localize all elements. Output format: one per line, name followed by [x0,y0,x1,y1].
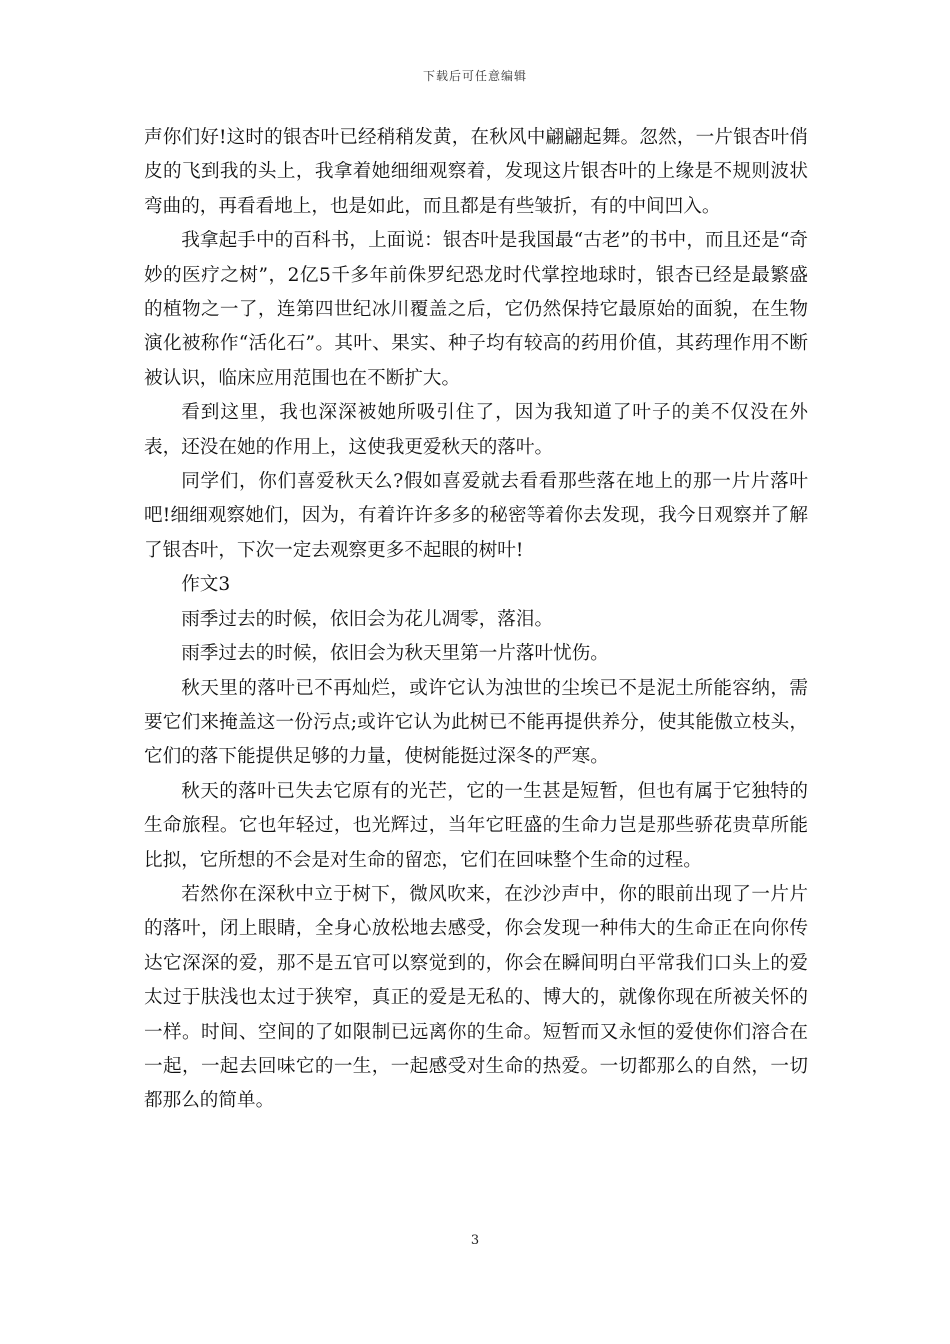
paragraph-7: 秋天里的落叶已不再灿烂，或许它认为浊世的尘埃已不是泥土所能容纳，需要它们来掩盖这一份污点;或许它认为此树已不能再提供养分，使其能傲立枝头，它们的落下能提供足够的力量，使树能挺过深冬的严寒。 [144,677,808,768]
paragraph-4: 同学们，你们喜爱秋天么?假如喜爱就去看看那些落在地上的那一片片落叶吧!细细观察她们，因为，有着许许多多的秘密等着你去发现，我今日观察并了解了银杏叶，下次一定去观察更多不起眼的树叶! [144,471,808,561]
paragraph-8: 秋天的落叶已失去它原有的光芒，它的一生甚是短暂，但也有属于它独特的生命旅程。它也年轻过，也光辉过，当年它旺盛的生命力岂是那些骄花贵草所能比拟，它所想的不会是对生命的留恋，它们在回味整个生命的过程。 [144,780,808,871]
page-header: 下载后可任意编辑 [422,69,527,83]
section-heading: 作文3 [181,574,231,596]
page-number: 3 [470,1233,480,1248]
paragraph-6: 雨季过去的时候，依旧会为秋天里第一片落叶忧伤。 [181,643,609,665]
paragraph-1: 声你们好!这时的银杏叶已经稍稍发黄，在秋风中翩翩起舞。忽然，一片银杏叶俏皮的飞到我的头上，我拿着她细细观察着，发现这片银杏叶的上缘是不规则波状弯曲的，再看看地上，也是如此，而且都是有些皱折，有的中间凹入。 [144,127,808,217]
document-body [144,121,808,1119]
paragraph-5: 雨季过去的时候，依旧会为花儿凋零，落泪。 [181,608,554,630]
paragraph-3: 看到这里，我也深深被她所吸引住了，因为我知道了叶子的美不仅没在外表，还没在她的作用上，这使我更爱秋天的落叶。 [144,402,808,458]
paragraph-9: 若然你在深秋中立于树下，微风吹来，在沙沙声中，你的眼前出现了一片片的落叶，闭上眼睛，全身心放松地去感受，你会发现一种伟大的生命正在向你传达它深深的爱，那不是五官可以察觉到的，你会在瞬间明白平常我们口头上的爱太过于肤浅也太过于狭窄，真正的爱是无私的、博大的，就像你现在所被关怀的一样。时间、空间的了如限制已远离你的生命。短暂而又永恒的爱使你们溶合在一起，一起去回味它的一生，一起感受对生命的热爱。一切都那么的自然，一切都那么的简单。 [144,883,808,1112]
paragraph-2: 我拿起手中的百科书，上面说：银杏叶是我国最“古老”的书中，而且还是“奇妙的医疗之树”，2亿5千多年前侏罗纪恐龙时代掌控地球时，银杏已经是最繁盛的植物之一了，连第四世纪冰川覆盖之后，它仍然保持它最原始的面貌，在生物演化被称作“活化石”。其叶、果实、种子均有较高的药用价值，其药理作用不断被认识，临床应用范围也在不断扩大。 [144,230,808,389]
